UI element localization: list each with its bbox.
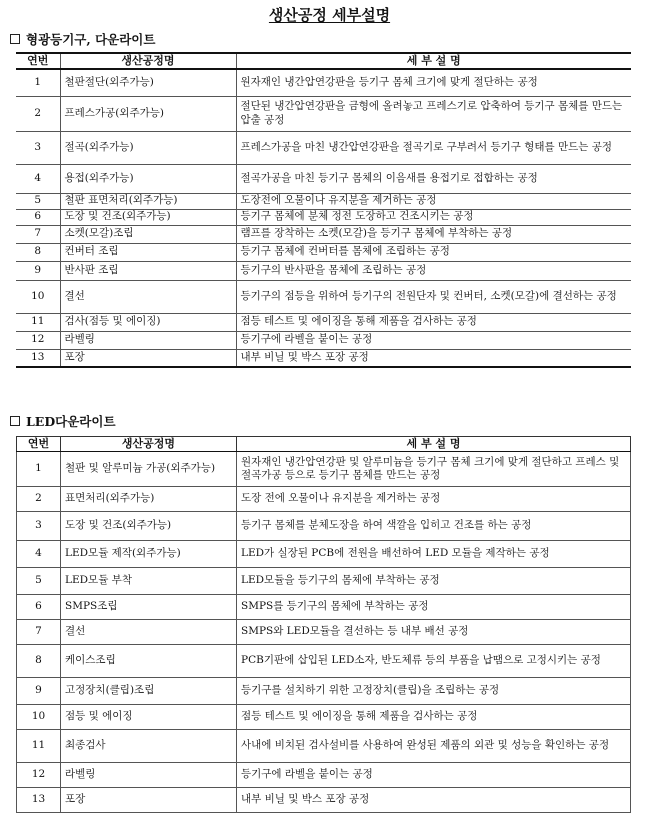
row-number: 12: [16, 331, 60, 349]
table-row: [16, 331, 631, 349]
checkbox-square-icon: [10, 416, 20, 426]
row-number: 2: [16, 96, 60, 131]
row-number: 5: [17, 568, 61, 595]
process-name-cell: 결선: [60, 280, 236, 313]
process-name-cell: 반사판 조립: [60, 261, 236, 280]
row-number: 11: [16, 313, 60, 331]
process-description-cell: 점등 테스트 및 에이징을 통해 제품을 검사하는 공정: [236, 313, 631, 331]
header-process-name: 생산공정명: [61, 437, 237, 452]
row-number: 10: [17, 705, 61, 730]
process-table-led: [16, 436, 631, 813]
table-header-row: [17, 437, 631, 452]
row-number: 1: [16, 69, 60, 96]
process-description-cell: 등기구의 점등을 위하여 등기구의 전원단자 및 컨버터, 소켓(모갈)에 결선하는 공정: [236, 280, 631, 313]
process-name-cell: 소켓(모갈)조립: [60, 225, 236, 243]
section-heading-fluorescent: [10, 30, 155, 48]
row-number: 6: [16, 209, 60, 225]
process-name-cell: 절곡(외주가능): [60, 131, 236, 164]
process-name-cell: LED모듈 제작(외주가능): [61, 541, 237, 568]
table-row: [16, 96, 631, 131]
row-number: 7: [17, 620, 61, 645]
header-no: 연번: [16, 53, 60, 69]
table-row: [17, 730, 631, 763]
table-row: [17, 541, 631, 568]
process-name-cell: 최종검사: [61, 730, 237, 763]
process-name-cell: 고정장치(클립)조립: [61, 678, 237, 705]
process-name-cell: 케이스조립: [61, 645, 237, 678]
table-row: [16, 69, 631, 96]
table-row: [16, 131, 631, 164]
row-number: 11: [17, 730, 61, 763]
process-description-cell: 점등 테스트 및 에이징을 통해 제품을 검사하는 공정: [237, 705, 631, 730]
process-name-cell: 프레스가공(외주가능): [60, 96, 236, 131]
table-row: [17, 595, 631, 620]
row-number: 10: [16, 280, 60, 313]
header-description: 세 부 설 명: [236, 53, 631, 69]
row-number: 4: [16, 164, 60, 193]
process-description-cell: 절단된 냉간압연강판을 금형에 올려놓고 프레스기로 압축하여 등기구 몸체를 만드는 압출 공정: [236, 96, 631, 131]
row-number: 13: [16, 349, 60, 367]
section-heading-text: 형광등기구, 다운라이트: [26, 32, 156, 47]
process-name-cell: 라벨링: [61, 763, 237, 788]
table-row: [16, 313, 631, 331]
process-name-cell: 포장: [61, 788, 237, 813]
process-description-cell: 도장 전에 오물이나 유지분을 제거하는 공정: [237, 487, 631, 512]
process-description-cell: 램프를 장착하는 소켓(모갈)을 등기구 몸체에 부착하는 공정: [236, 225, 631, 243]
process-name-cell: 점등 및 에이징: [61, 705, 237, 730]
table-row: [17, 763, 631, 788]
row-number: 1: [17, 452, 61, 487]
row-number: 2: [17, 487, 61, 512]
table-row: [17, 568, 631, 595]
process-description-cell: 등기구의 반사판을 몸체에 조립하는 공정: [236, 261, 631, 280]
table-row: [17, 678, 631, 705]
process-description-cell: 프레스가공을 마친 냉간압연강판을 절곡기로 구부려서 등기구 형태를 만드는 공정: [236, 131, 631, 164]
process-description-cell: 등기구 몸체에 컨버터를 몸체에 조립하는 공정: [236, 243, 631, 261]
row-number: 9: [16, 261, 60, 280]
process-description-cell: 등기구 몸체에 분체 정전 도장하고 건조시키는 공정: [236, 209, 631, 225]
table-header-row: [16, 53, 631, 69]
row-number: 8: [17, 645, 61, 678]
table-row: [16, 280, 631, 313]
process-table-fluorescent: [16, 52, 631, 368]
row-number: 13: [17, 788, 61, 813]
process-description-cell: 등기구를 설치하기 위한 고정장치(클립)을 조립하는 공정: [237, 678, 631, 705]
table-row: [16, 225, 631, 243]
table-row: [17, 620, 631, 645]
row-number: 7: [16, 225, 60, 243]
process-name-cell: 철판 및 알루미늄 가공(외주가능): [61, 452, 237, 487]
process-name-cell: 철판절단(외주가능): [60, 69, 236, 96]
process-description-cell: 등기구 몸체를 분체도장을 하여 색깔을 입히고 건조를 하는 공정: [237, 512, 631, 541]
row-number: 12: [17, 763, 61, 788]
process-description-cell: 도장전에 오물이나 유지분을 제거하는 공정: [236, 193, 631, 209]
process-description-cell: 등기구에 라벨을 붙이는 공정: [236, 331, 631, 349]
table-row: [17, 645, 631, 678]
header-no: 연번: [17, 437, 61, 452]
row-number: 6: [17, 595, 61, 620]
table-row: [17, 512, 631, 541]
process-description-cell: 등기구에 라벨을 붙이는 공정: [237, 763, 631, 788]
process-name-cell: 라벨링: [60, 331, 236, 349]
checkbox-square-icon: [10, 34, 20, 44]
table-row: [16, 193, 631, 209]
table-row: [17, 705, 631, 730]
process-name-cell: 결선: [61, 620, 237, 645]
process-description-cell: 원자재인 냉간압연강판 및 알루미늄을 등기구 몸체 크기에 맞게 절단하고 프레스 및 절곡가공 등으로 등기구 몸체를 만드는 공정: [237, 452, 631, 487]
table-row: [17, 452, 631, 487]
process-description-cell: 원자재인 냉간압연강판을 등기구 몸체 크기에 맞게 절단하는 공정: [236, 69, 631, 96]
table-row: [16, 164, 631, 193]
process-name-cell: 용접(외주가능): [60, 164, 236, 193]
row-number: 3: [16, 131, 60, 164]
row-number: 5: [16, 193, 60, 209]
process-description-cell: 절곡가공을 마친 등기구 몸체의 이음새를 용접기로 접합하는 공정: [236, 164, 631, 193]
process-description-cell: SMPS를 등기구의 몸체에 부착하는 공정: [237, 595, 631, 620]
process-name-cell: LED모듈 부착: [61, 568, 237, 595]
table-row: [16, 261, 631, 280]
process-name-cell: 표면처리(외주가능): [61, 487, 237, 512]
process-description-cell: PCB기판에 삽입된 LED소자, 반도체류 등의 부품을 납땜으로 고정시키는 공정: [237, 645, 631, 678]
row-number: 9: [17, 678, 61, 705]
table-row: [16, 243, 631, 261]
row-number: 4: [17, 541, 61, 568]
header-process-name: 생산공정명: [60, 53, 236, 69]
process-description-cell: LED모듈을 등기구의 몸체에 부착하는 공정: [237, 568, 631, 595]
process-name-cell: 검사(점등 및 에이징): [60, 313, 236, 331]
section-heading-led: [10, 412, 116, 430]
process-name-cell: 포장: [60, 349, 236, 367]
table-row: [16, 209, 631, 225]
document-title: 생산공정 세부설명: [268, 6, 391, 24]
table-row: [17, 788, 631, 813]
row-number: 3: [17, 512, 61, 541]
process-name-cell: 철판 표면처리(외주가능): [60, 193, 236, 209]
process-name-cell: 도장 및 건조(외주가능): [61, 512, 237, 541]
process-description-cell: 사내에 비치된 검사설비를 사용하여 완성된 제품의 외관 및 성능을 확인하는 공정: [237, 730, 631, 763]
table-row: [16, 349, 631, 367]
process-name-cell: 컨버터 조립: [60, 243, 236, 261]
table-row: [17, 487, 631, 512]
header-description: 세 부 설 명: [237, 437, 631, 452]
process-description-cell: SMPS와 LED모듈을 결선하는 등 내부 배선 공정: [237, 620, 631, 645]
process-name-cell: SMPS조립: [61, 595, 237, 620]
process-description-cell: 내부 비닐 및 박스 포장 공정: [237, 788, 631, 813]
process-description-cell: LED가 실장된 PCB에 전원을 배선하여 LED 모듈을 제작하는 공정: [237, 541, 631, 568]
process-description-cell: 내부 비닐 및 박스 포장 공정: [236, 349, 631, 367]
process-name-cell: 도장 및 건조(외주가능): [60, 209, 236, 225]
row-number: 8: [16, 243, 60, 261]
section-heading-text: LED다운라이트: [26, 414, 116, 429]
